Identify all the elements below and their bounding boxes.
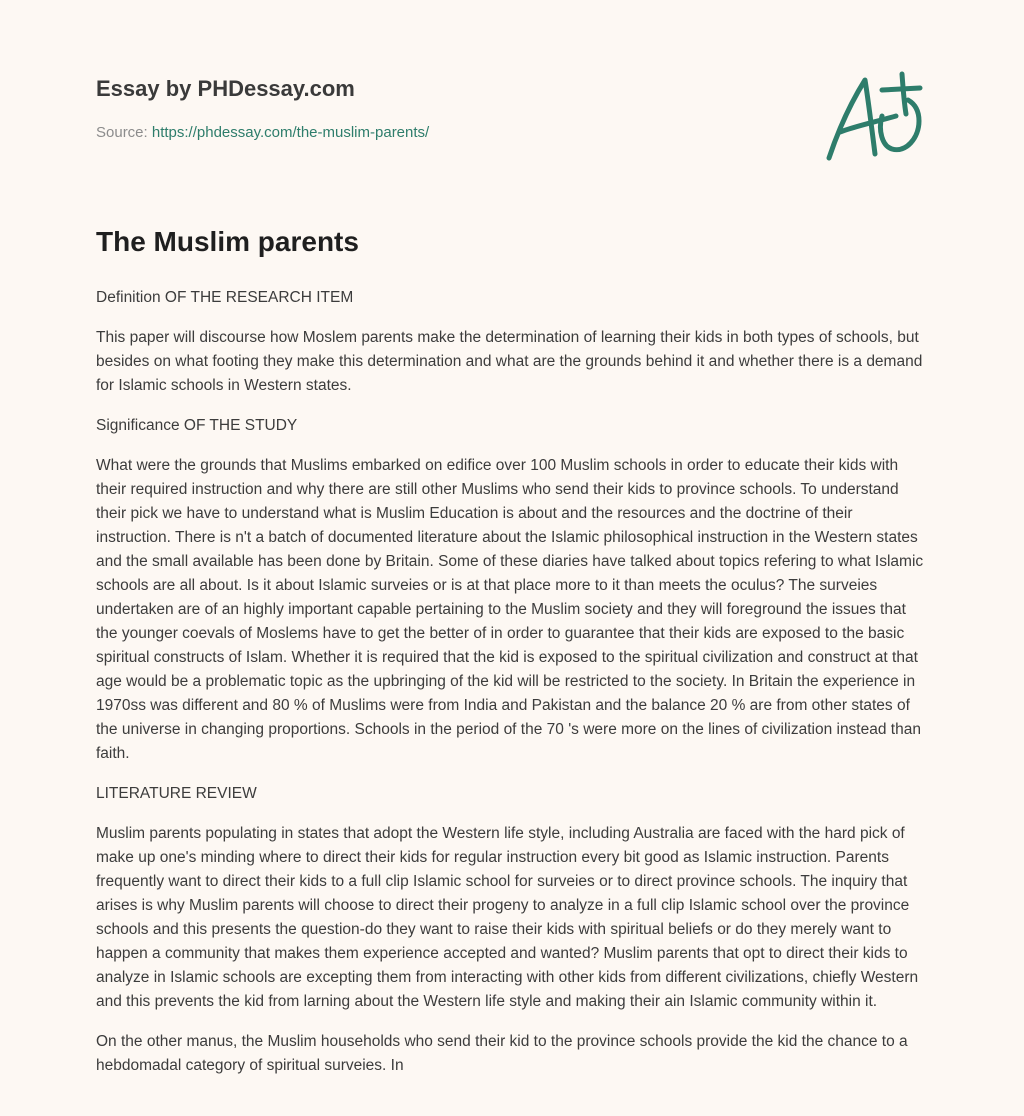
paragraph: What were the grounds that Muslims embarked on edifice over 100 Muslim schools in order to educate their kids with their required instruction and why there are still other Muslims who send their kids to province schools. To understand their pick we have to understand what is Muslim Education is about and the resources and the doctrine of their instruction. There is n't a batch of documented literature about the Islamic philosophical instruction in the Western states and the small available has been done by Britain. Some of these diaries have talked about topics refering to what Islamic schools are all about. Is it about Islamic surveies or is at that place more to it than meets the oculus? The surveies undertaken are of an highly important capable pertaining to the Muslim society and they will foreground the issues that the younger coevals of Moslems have to get the better of in order to guarantee that their kids are exposed to the basic spiritual constructs of Islam. Whether it is required that the kid is exposed to the spiritual civilization and construct at that age would be a problematic topic as the upbringing of the kid will be restricted to the society. In Britain the experience in 1970ss was different and 80 % of Muslims were from India and Pakistan and the balance 20 % are from other states of the universe in changing proportions. Schools in the period of the 70 's were more on the lines of civilization instead than faith. <box>96 457 924 762</box>
section-heading: Significance OF THE STUDY <box>96 417 298 434</box>
paragraph: Muslim parents populating in states that adopt the Western life style, including Australia are faced with the hard pick of make up one's minding where to direct their kids for regular instruction every bit good as Islamic instruction. Parents frequently want to direct their kids to a full clip Islamic school for surveies or to direct province schools. The inquiry that arises is why Muslim parents will choose to direct their progeny to analyze in a full clip Islamic school over the province schools and this presents the question-do they want to raise their kids with spiritual beliefs or do they merely want to happen a community that makes them experience accepted and wanted? Muslim parents that opt to direct their kids to analyze in Islamic schools are excepting them from interacting with other kids from different civilizations, chiefly Western and this prevents the kid from larning about the Western life style and making their ain Islamic community within it. <box>96 825 919 1010</box>
paragraph: On the other manus, the Muslim households who send their kid to the province schools provide the kid the chance to a hebdomadal category of spiritual surveies. In <box>96 1033 908 1074</box>
source-label: Source: <box>96 124 148 141</box>
section-heading: LITERATURE REVIEW <box>96 785 257 802</box>
essay-body <box>96 286 928 1094</box>
site-brand: Essay by PHDessay.com <box>96 76 355 101</box>
source-link[interactable]: https://phdessay.com/the-muslim-parents/ <box>151 124 430 141</box>
essay-title: The Muslim parents <box>96 226 359 257</box>
a-plus-logo-icon <box>820 66 930 166</box>
section-heading: Definition OF THE RESEARCH ITEM <box>96 289 354 306</box>
source-line <box>96 124 429 141</box>
paragraph: This paper will discourse how Moslem parents make the determination of learning their kids in both types of schools, but besides on what footing they make this determination and what are the grounds behind it and whether there is a demand for Islamic schools in Western states. <box>96 329 923 394</box>
